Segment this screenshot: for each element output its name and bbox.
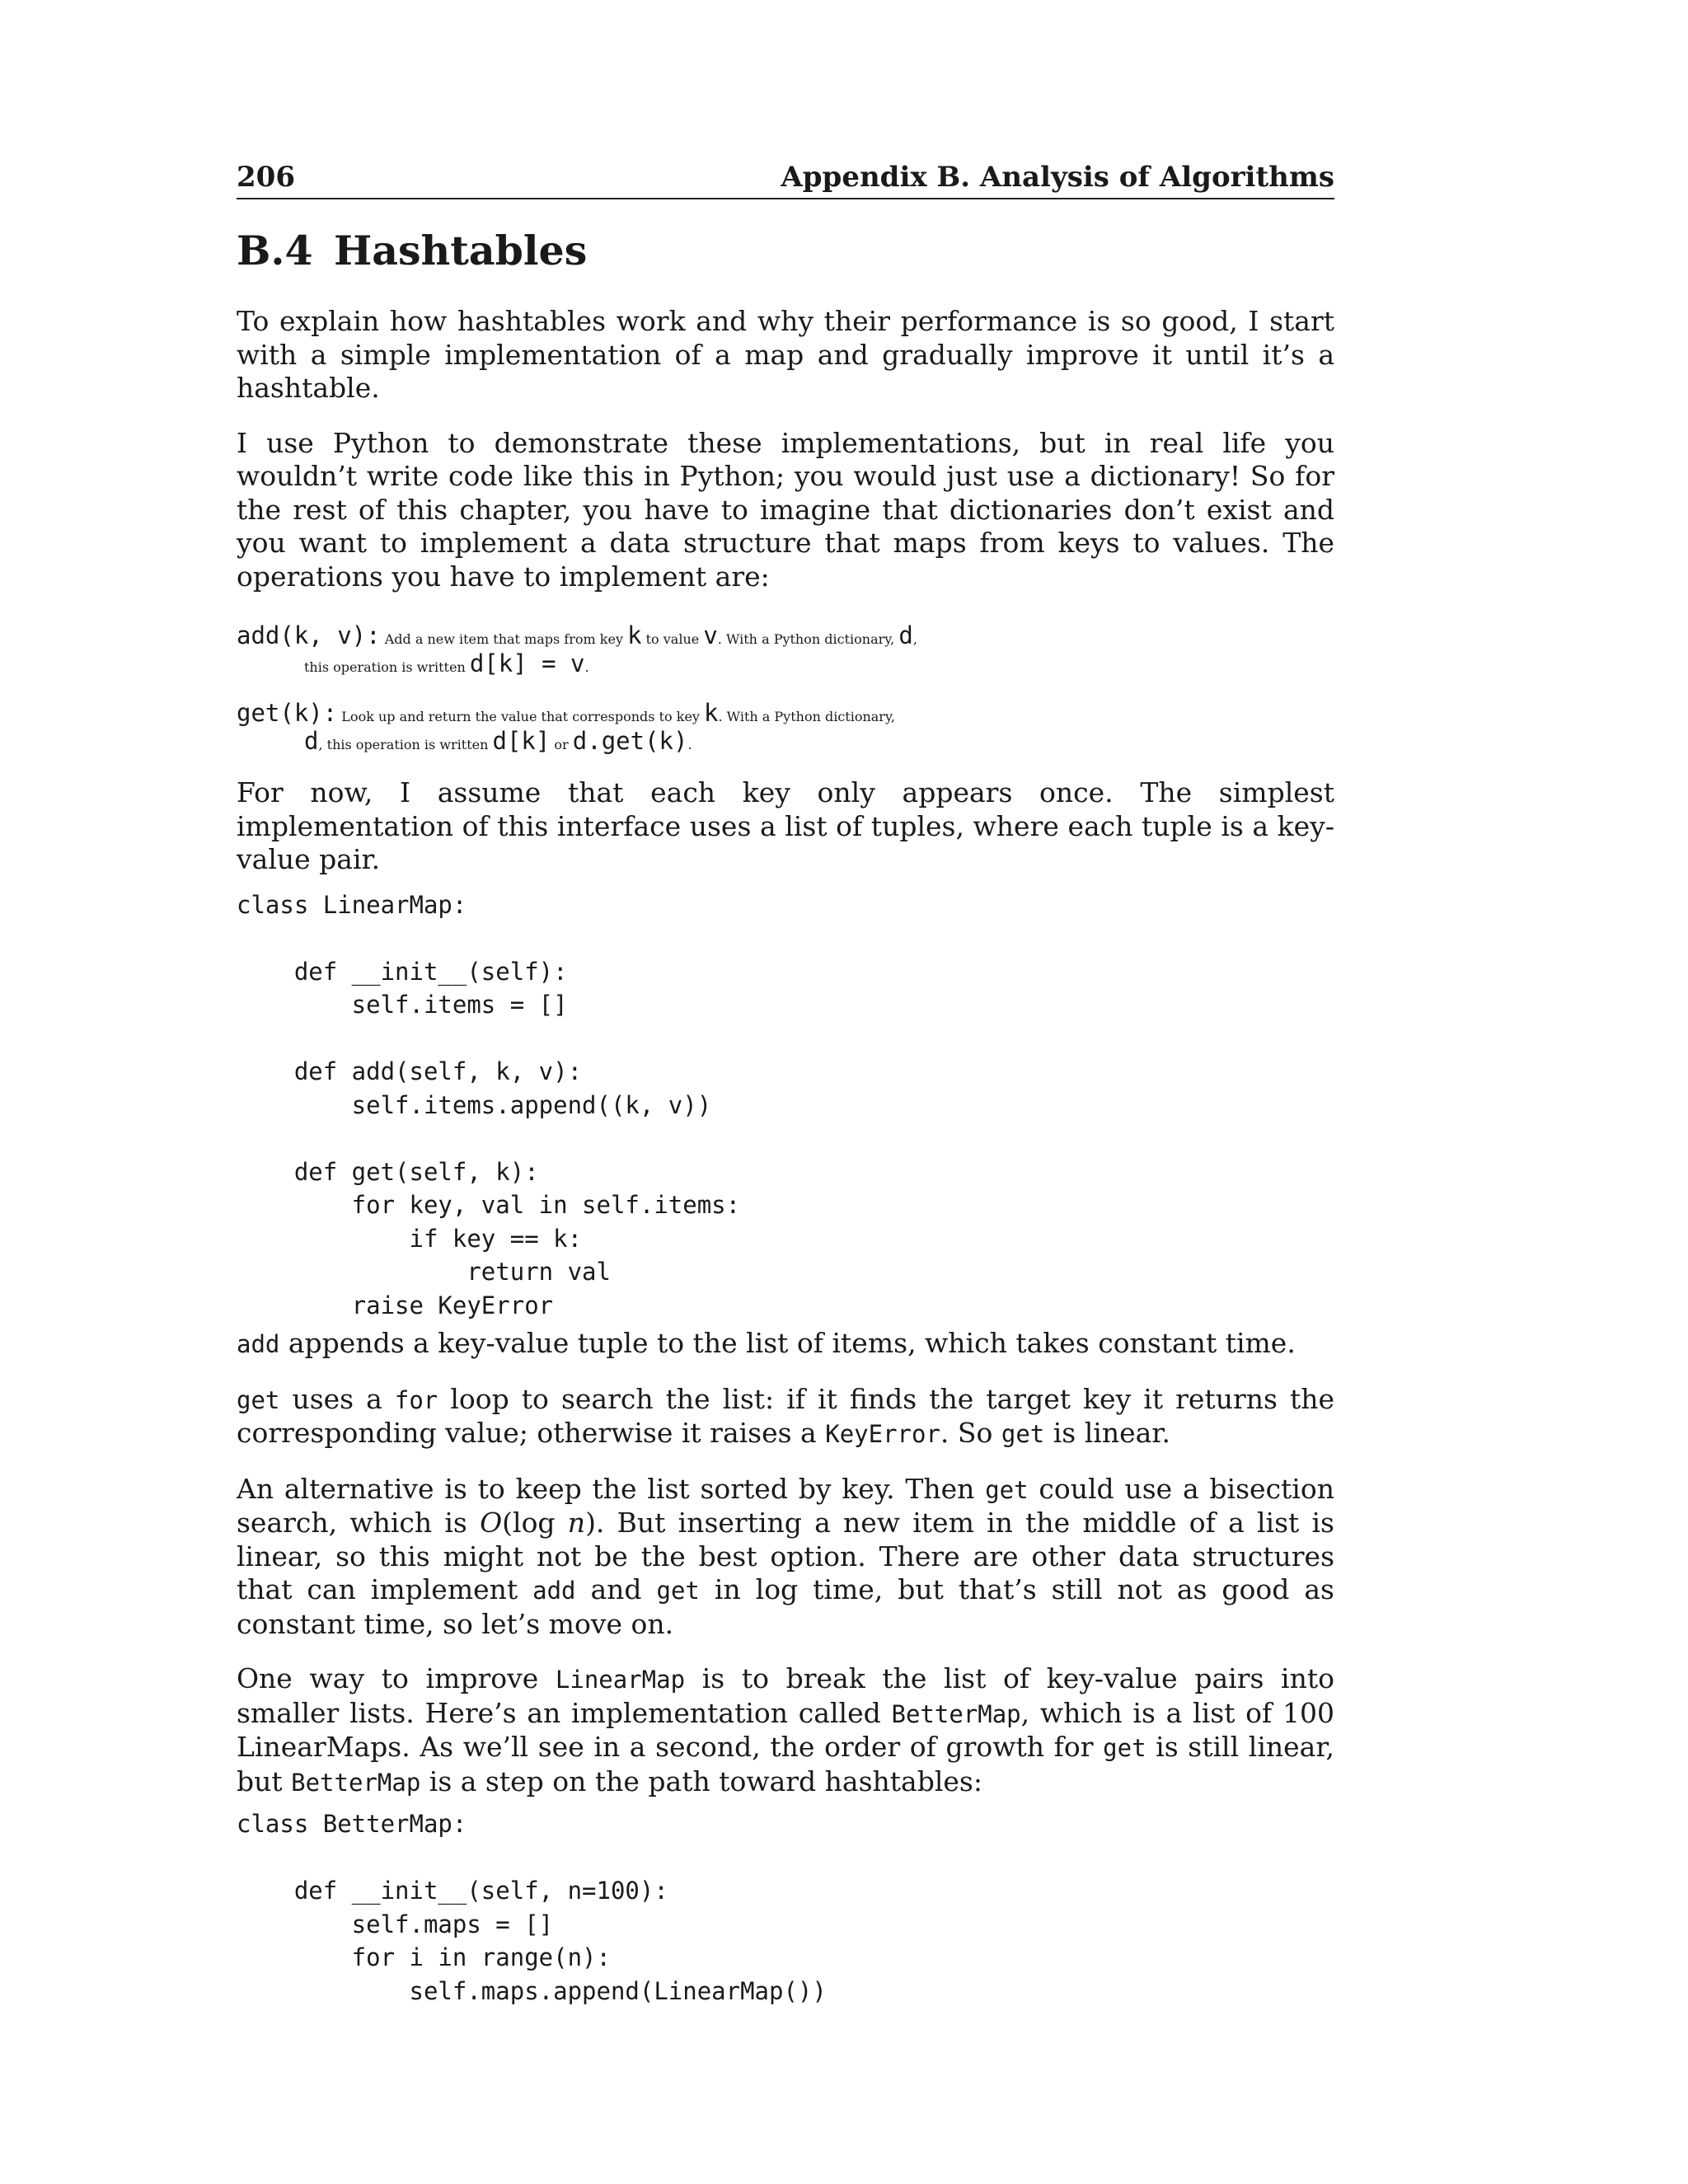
text-span: . So (940, 1417, 1001, 1449)
code-span: get (1103, 1734, 1146, 1762)
code-span: KeyError (825, 1420, 940, 1448)
code-span: get (985, 1475, 1029, 1504)
paragraph-bettermap (237, 1662, 1334, 1799)
definition-get (237, 699, 1334, 755)
text-span: this operation is written (304, 659, 470, 675)
paragraph-intro: To explain how hashtables work and why their performance is so good, I start with a simple implementation of a map and gradually improve it until it’s a hashtable. (237, 305, 1334, 404)
text-span: An alternative is to keep the list sorted by key. Then (237, 1472, 986, 1505)
text-span: Add a new item that maps from key (380, 631, 628, 647)
code-span: add (532, 1577, 576, 1605)
definition-add-line1 (237, 621, 1334, 649)
definition-term: get(k): (237, 699, 338, 727)
code-span: get (656, 1577, 700, 1605)
code-span: k (704, 699, 719, 727)
code-span: d.get(k) (572, 727, 688, 755)
operations-list (237, 621, 1334, 755)
definition-add-line2 (237, 649, 1334, 677)
text-span: , (912, 631, 917, 647)
paragraph-assumption: For now, I assume that each key only appears once. The simplest implementation of this interface uses a list of tuples, where each tuple is a key-value pair. (237, 776, 1334, 875)
text-span: could use a bisection search, which is (237, 1472, 1334, 1539)
text-span: or (550, 737, 573, 752)
section-number: B.4 (237, 227, 313, 274)
text-span: One way to improve (237, 1662, 556, 1694)
paragraph-python: I use Python to demonstrate these implementations, but in real life you wouldn’t write code like this in Python; you would just use a dictionary! So for the rest of this chapter, you have to imagine that dictionaries don’t exist and you want to implement a data structure that maps from keys to values. The operations you have to implement are: (237, 426, 1334, 593)
text-span: . With a Python dictionary, (718, 709, 895, 724)
math-span: n (567, 1507, 586, 1539)
code-span: get (1001, 1420, 1045, 1448)
text-span: . (584, 659, 589, 675)
definition-get-line1 (237, 699, 1334, 727)
text-span: appends a key-value tuple to the list of items, which takes constant time. (279, 1327, 1296, 1359)
text-span: uses a (279, 1382, 395, 1415)
text-span: , this operation is written (318, 737, 493, 752)
text-span: loop to search the list: if it finds the target key it returns the corresponding value; otherwise it raises a (237, 1382, 1335, 1449)
text-span: . (687, 737, 692, 752)
code-span: v (703, 621, 718, 649)
code-span: add (237, 1330, 280, 1358)
definition-add (237, 621, 1334, 677)
chapter-title: Appendix B. Analysis of Algorithms (781, 161, 1334, 194)
text-span: to value (641, 631, 704, 647)
code-span: LinearMap (555, 1666, 686, 1694)
text-span: ). But inserting a new item in the middle of a list is linear, so this might not be the best option. There are other data structures that can implement (237, 1507, 1334, 1605)
text-span: and (575, 1573, 657, 1605)
paragraph-add (237, 1327, 1334, 1361)
code-span: d[k] (492, 727, 551, 755)
paragraph-get (237, 1383, 1334, 1451)
section-title: Hashtables (334, 227, 588, 274)
text-span: , which is a list of 100 LinearMaps. As we’ll see in a second, the order of growth for (237, 1696, 1334, 1763)
code-span: BetterMap (891, 1699, 1021, 1728)
paragraph-alternative (237, 1473, 1334, 1642)
math-span: O (480, 1507, 503, 1539)
section-heading (237, 224, 1334, 277)
definition-get-line2 (237, 727, 1334, 755)
text-span: is a step on the path toward hashtables: (420, 1765, 982, 1797)
code-block-bettermap: class BetterMap: def __init__(self, n=100): self.maps = [] for i in range(n): self.maps.append(LinearMap()) (237, 1810, 827, 2005)
code-span: d (898, 621, 913, 649)
code-span: d (304, 727, 319, 755)
code-span: get (237, 1385, 280, 1414)
code-span: BetterMap (291, 1768, 421, 1797)
text-span: in log time, but that’s still not as good as constant time, so let’s move on. (237, 1573, 1334, 1640)
text-span: is to break the list of key-value pairs into smaller lists. Here’s an implementation called (237, 1662, 1334, 1729)
text-span: Look up and return the value that corresponds to key (337, 709, 705, 724)
code-span: for (394, 1385, 438, 1414)
text-span: is linear. (1044, 1417, 1170, 1449)
running-header (237, 157, 1334, 199)
page-content (237, 157, 1334, 2008)
code-span: k (627, 621, 642, 649)
text-span: is still linear, but (237, 1731, 1334, 1797)
code-block-linearmap: class LinearMap: def __init__(self): self.items = [] def add(self, k, v): self.items.append((k, v)) def get(self, k): for key, val in self.items: if key == k: return val raise KeyError (237, 890, 741, 1319)
code-span: d[k] = v (469, 649, 585, 677)
definition-term: add(k, v): (237, 621, 381, 649)
text-span: (log (502, 1507, 568, 1539)
text-span: . With a Python dictionary, (717, 631, 899, 647)
page-number: 206 (237, 161, 295, 194)
